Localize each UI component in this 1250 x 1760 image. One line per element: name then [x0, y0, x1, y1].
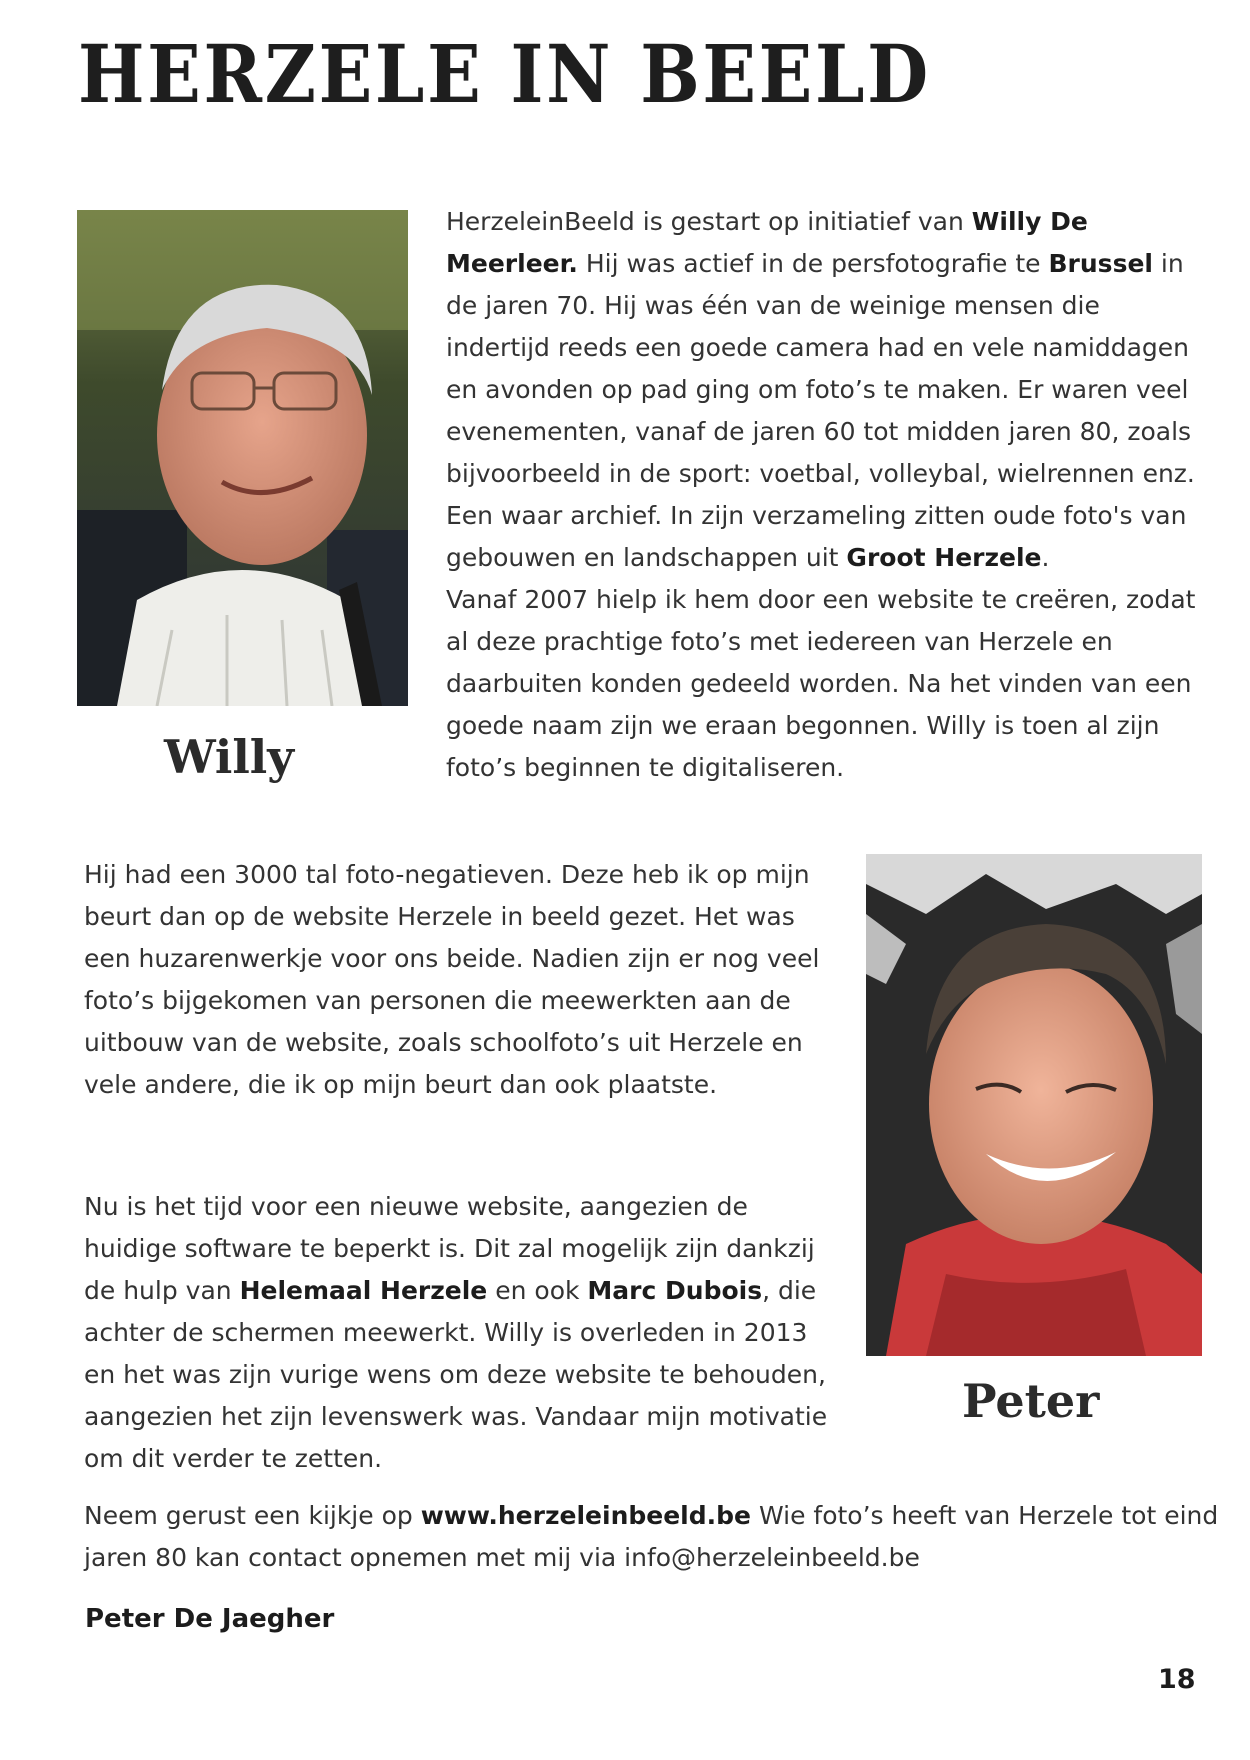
future-text: en ook [487, 1276, 588, 1305]
contact-text: Neem gerust een kijkje op [84, 1501, 421, 1530]
photo-caption-peter: Peter [962, 1374, 1100, 1428]
intro-place-brussel: Brussel [1048, 249, 1153, 278]
portrait-photo-willy-icon [77, 210, 408, 706]
photo-peter [866, 854, 1202, 1356]
website-link[interactable]: www.herzeleinbeeld.be [420, 1501, 751, 1530]
intro-text: Hij was actief in de persfotografie te [577, 249, 1049, 278]
future-paragraph [84, 1186, 844, 1480]
contact-text: Wie foto’s heeft van Herzele tot eind jaren 80 kan contact opnemen met mij via info@herzeleinbeeld.be [84, 1501, 1219, 1572]
intro-text: . [1041, 543, 1050, 572]
portrait-photo-peter-icon [866, 854, 1202, 1356]
photo-willy [77, 210, 408, 706]
intro-text: in de jaren 70. Hij was één van de weinige mensen die indertijd reeds een goede camera had en vele namiddagen en avonden op pad ging om foto’s te maken. Er waren veel evenementen, vanaf de jaren 60 tot midden jaren 80, zoals bijvoorbeeld in de sport: voetbal, volleybal, wielrennen enz. Een waar archief. In zijn verzameling zitten oude foto's van gebouwen en landschappen uit [446, 249, 1195, 572]
future-text: Nu is het tijd voor een nieuwe website, aangezien de huidige software te beperkt is. Dit zal mogelijk zijn dankzij de hulp van [84, 1192, 815, 1305]
future-name-marc-dubois: Marc Dubois [587, 1276, 763, 1305]
page-number: 18 [1158, 1664, 1196, 1695]
intro-place-groot-herzele: Groot Herzele [846, 543, 1042, 572]
intro-paragraph [446, 201, 1206, 789]
future-name-helemaal-herzele: Helemaal Herzele [239, 1276, 488, 1305]
intro-text: HerzeleinBeeld is gestart op initiatief van [446, 207, 972, 236]
future-text: , die achter de schermen meewerkt. Willy is overleden in 2013 en het was zijn vurige wens om deze website te behouden, aangezien het zijn levenswerk was. Vandaar mijn motivatie om dit verder te zetten. [84, 1276, 828, 1473]
photo-caption-willy: Willy [164, 730, 295, 784]
archive-paragraph: Hij had een 3000 tal foto-negatieven. Deze heb ik op mijn beurt dan op de website Herzele in beeld gezet. Het was een huzarenwerkje voor ons beide. Nadien zijn er nog veel foto’s bijgekomen van personen die meewerkten aan de uitbouw van de website, zoals schoolfoto’s uit Herzele en vele andere, die ik op mijn beurt dan ook plaatste. [84, 860, 820, 1099]
page-title: HERZELE IN BEELD [78, 27, 931, 121]
author-signature: Peter De Jaegher [85, 1604, 335, 1634]
contact-paragraph [84, 1495, 1224, 1579]
intro-text-website: Vanaf 2007 hielp ik hem door een website te creëren, zodat al deze prachtige foto’s met iedereen van Herzele en daarbuiten konden gedeeld worden. Na het vinden van een goede naam zijn we eraan begonnen. Willy is toen al zijn foto’s beginnen te digitaliseren. [446, 585, 1196, 782]
intro-name-willy: Willy De Meerleer. [446, 207, 1088, 278]
